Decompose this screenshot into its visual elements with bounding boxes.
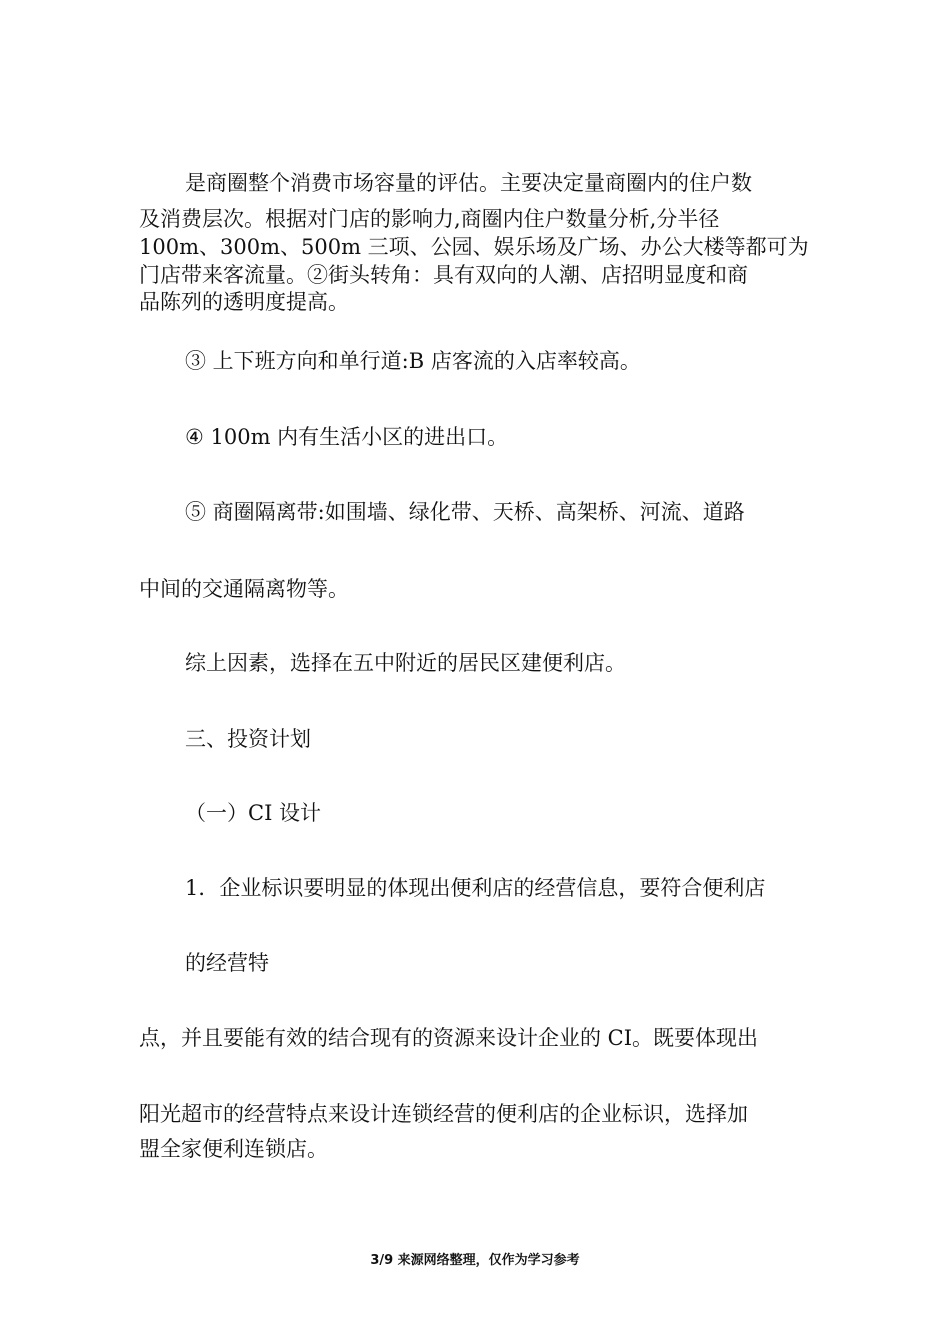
page-footer: 3/9 来源网络整理，仅作为学习参考: [370, 1253, 580, 1268]
section-heading: 三、投资计划: [185, 727, 311, 751]
paragraph-line: 门店带来客流量。②街头转角：具有双向的人潮、店招明显度和商: [139, 263, 748, 287]
paragraph-line: 1．企业标识要明显的体现出便利店的经营信息，要符合便利店: [185, 876, 766, 900]
paragraph-line: 及消费层次。根据对门店的影响力,商圈内住户数量分析,分半径: [139, 207, 720, 231]
paragraph-line: 是商圈整个消费市场容量的评估。主要决定量商圈内的住户数: [185, 171, 752, 195]
list-item: ③ 上下班方向和单行道:B 店客流的入店率较高。: [185, 349, 641, 373]
list-item: ④ 100m 内有生活小区的进出口。: [185, 425, 509, 449]
paragraph-line: 盟全家便利连锁店。: [139, 1137, 328, 1161]
paragraph-line: 100m、300m、500m 三项、公园、娱乐场及广场、办公大楼等都可为: [139, 235, 809, 259]
paragraph-line: 阳光超市的经营特点来设计连锁经营的便利店的企业标识，选择加: [139, 1102, 748, 1126]
paragraph-line: 点，并且要能有效的结合现有的资源来设计企业的 CI。既要体现出: [139, 1026, 759, 1050]
paragraph-line: 综上因素，选择在五中附近的居民区建便利店。: [185, 651, 626, 675]
subsection-heading: （一）CI 设计: [185, 801, 322, 825]
paragraph-line: 中间的交通隔离物等。: [139, 577, 349, 601]
paragraph-line: 品陈列的透明度提高。: [139, 290, 349, 314]
paragraph-line: 的经营特: [185, 951, 269, 975]
list-item: ⑤ 商圈隔离带:如围墙、绿化带、天桥、高架桥、河流、道路: [185, 500, 745, 524]
